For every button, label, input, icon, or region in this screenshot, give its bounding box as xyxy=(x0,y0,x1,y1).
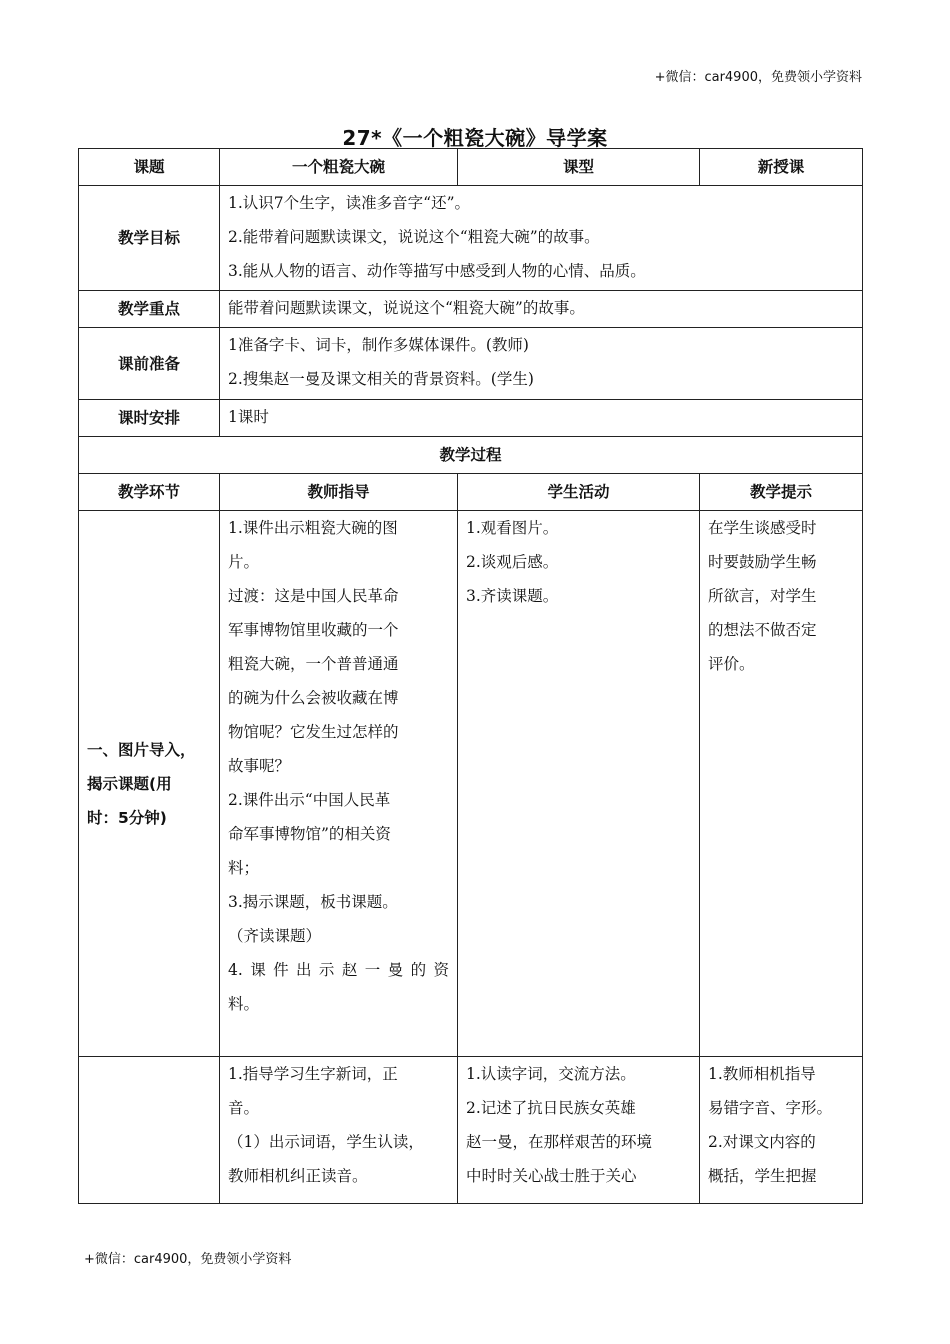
stage1-name xyxy=(79,511,220,1057)
stage2-tips xyxy=(700,1057,863,1204)
prep-item: 2.搜集赵一曼及课文相关的背景资料。(学生) xyxy=(228,370,534,388)
schedule-row xyxy=(79,400,863,437)
lesson-plan-table xyxy=(78,148,863,1204)
prep-content xyxy=(220,328,863,400)
teacher-line: 料； xyxy=(228,859,260,877)
goal-item: 2.能带着问题默读课文，说说这个“粗瓷大碗”的故事。 xyxy=(228,228,600,246)
teacher-line: 军事博物馆里收藏的一个 xyxy=(228,621,399,639)
process-columns-row xyxy=(79,474,863,511)
tip-line: 评价。 xyxy=(708,655,755,673)
student-line: 3.齐读课题。 xyxy=(466,587,559,605)
teacher-line: （1）出示词语，学生认读， xyxy=(228,1133,424,1151)
tip-line: 概括，学生把握 xyxy=(708,1167,817,1185)
student-line: 中时时关心战士胜于关心 xyxy=(466,1167,637,1185)
teacher-line: 1.指导学习生字新词，正 xyxy=(228,1065,398,1083)
focus-row xyxy=(79,291,863,328)
goals-label: 教学目标 xyxy=(79,186,220,291)
column-student: 学生活动 xyxy=(458,474,700,511)
teacher-line: 4.课件出示赵一曼的资 xyxy=(228,961,449,979)
column-tips: 教学提示 xyxy=(700,474,863,511)
header-row xyxy=(79,149,863,186)
teacher-line: 粗瓷大碗，一个普普通通 xyxy=(228,655,399,673)
tip-line: 所欲言，对学生 xyxy=(708,587,817,605)
stage1-name-line: 揭示课题(用 xyxy=(87,774,172,793)
teacher-line: 物馆呢？它发生过怎样的 xyxy=(228,723,399,741)
column-stage: 教学环节 xyxy=(79,474,220,511)
teacher-line: 故事呢？ xyxy=(228,757,291,775)
stage2-row xyxy=(79,1057,863,1204)
tip-line: 时要鼓励学生畅 xyxy=(708,553,817,571)
tip-line: 易错字音、字形。 xyxy=(708,1099,833,1117)
student-line: 1.认读字词，交流方法。 xyxy=(466,1065,636,1083)
focus-text: 能带着问题默读课文，说说这个“粗瓷大碗”的故事。 xyxy=(220,291,863,328)
column-teacher: 教师指导 xyxy=(220,474,458,511)
type-value: 新授课 xyxy=(700,149,863,186)
student-line: 2.记述了抗日民族女英雄 xyxy=(466,1099,636,1117)
teacher-line: 命军事博物馆”的相关资 xyxy=(228,825,391,843)
goal-item: 3.能从人物的语言、动作等描写中感受到人物的心情、品质。 xyxy=(228,262,646,280)
stage2-teacher xyxy=(220,1057,458,1204)
focus-label: 教学重点 xyxy=(79,291,220,328)
stage1-student xyxy=(458,511,700,1057)
stage1-tips xyxy=(700,511,863,1057)
teacher-line: （齐读课题） xyxy=(228,927,322,945)
goals-row xyxy=(79,186,863,291)
stage1-teacher xyxy=(220,511,458,1057)
prep-label: 课前准备 xyxy=(79,328,220,400)
tip-line: 1.教师相机指导 xyxy=(708,1065,816,1083)
stage2-name xyxy=(79,1057,220,1204)
topic-label: 课题 xyxy=(79,149,220,186)
tip-line: 2.对课文内容的 xyxy=(708,1133,816,1151)
tip-line: 的想法不做否定 xyxy=(708,621,817,639)
student-line: 赵一曼，在那样艰苦的环境 xyxy=(466,1133,653,1151)
schedule-text: 1课时 xyxy=(220,400,863,437)
teacher-line: 的碗为什么会被收藏在博 xyxy=(228,689,399,707)
goal-item: 1.认识7个生字，读准多音字“还”。 xyxy=(228,194,470,212)
stage1-row xyxy=(79,511,863,1057)
teacher-line: 2.课件出示“中国人民革 xyxy=(228,791,391,809)
watermark-top: +微信：car4900，免费领小学资料 xyxy=(654,70,862,85)
teacher-line: 音。 xyxy=(228,1099,260,1117)
watermark-bottom: +微信：car4900，免费领小学资料 xyxy=(84,1252,292,1267)
topic-value: 一个粗瓷大碗 xyxy=(220,149,458,186)
teacher-line: 过渡：这是中国人民革命 xyxy=(228,587,399,605)
teacher-line: 教师相机纠正读音。 xyxy=(228,1167,368,1185)
student-line: 1.观看图片。 xyxy=(466,519,559,537)
teacher-line: 1.课件出示粗瓷大碗的图 xyxy=(228,519,398,537)
stage2-student xyxy=(458,1057,700,1204)
schedule-label: 课时安排 xyxy=(79,400,220,437)
process-title-row xyxy=(79,437,863,474)
prep-item: 1准备字卡、词卡，制作多媒体课件。(教师) xyxy=(228,336,529,354)
student-line: 2.谈观后感。 xyxy=(466,553,559,571)
document-title: 27*《一个粗瓷大碗》导学案 xyxy=(342,126,608,150)
tip-line: 在学生谈感受时 xyxy=(708,519,817,537)
teacher-line: 3.揭示课题，板书课题。 xyxy=(228,893,398,911)
teacher-line: 片。 xyxy=(228,553,260,571)
teacher-line: 料。 xyxy=(228,995,260,1013)
prep-row xyxy=(79,328,863,400)
process-title: 教学过程 xyxy=(79,437,863,474)
goals-content xyxy=(220,186,863,291)
stage1-name-line: 时：5分钟) xyxy=(87,808,167,827)
type-label: 课型 xyxy=(458,149,700,186)
stage1-name-line: 一、图片导入， xyxy=(87,740,196,759)
